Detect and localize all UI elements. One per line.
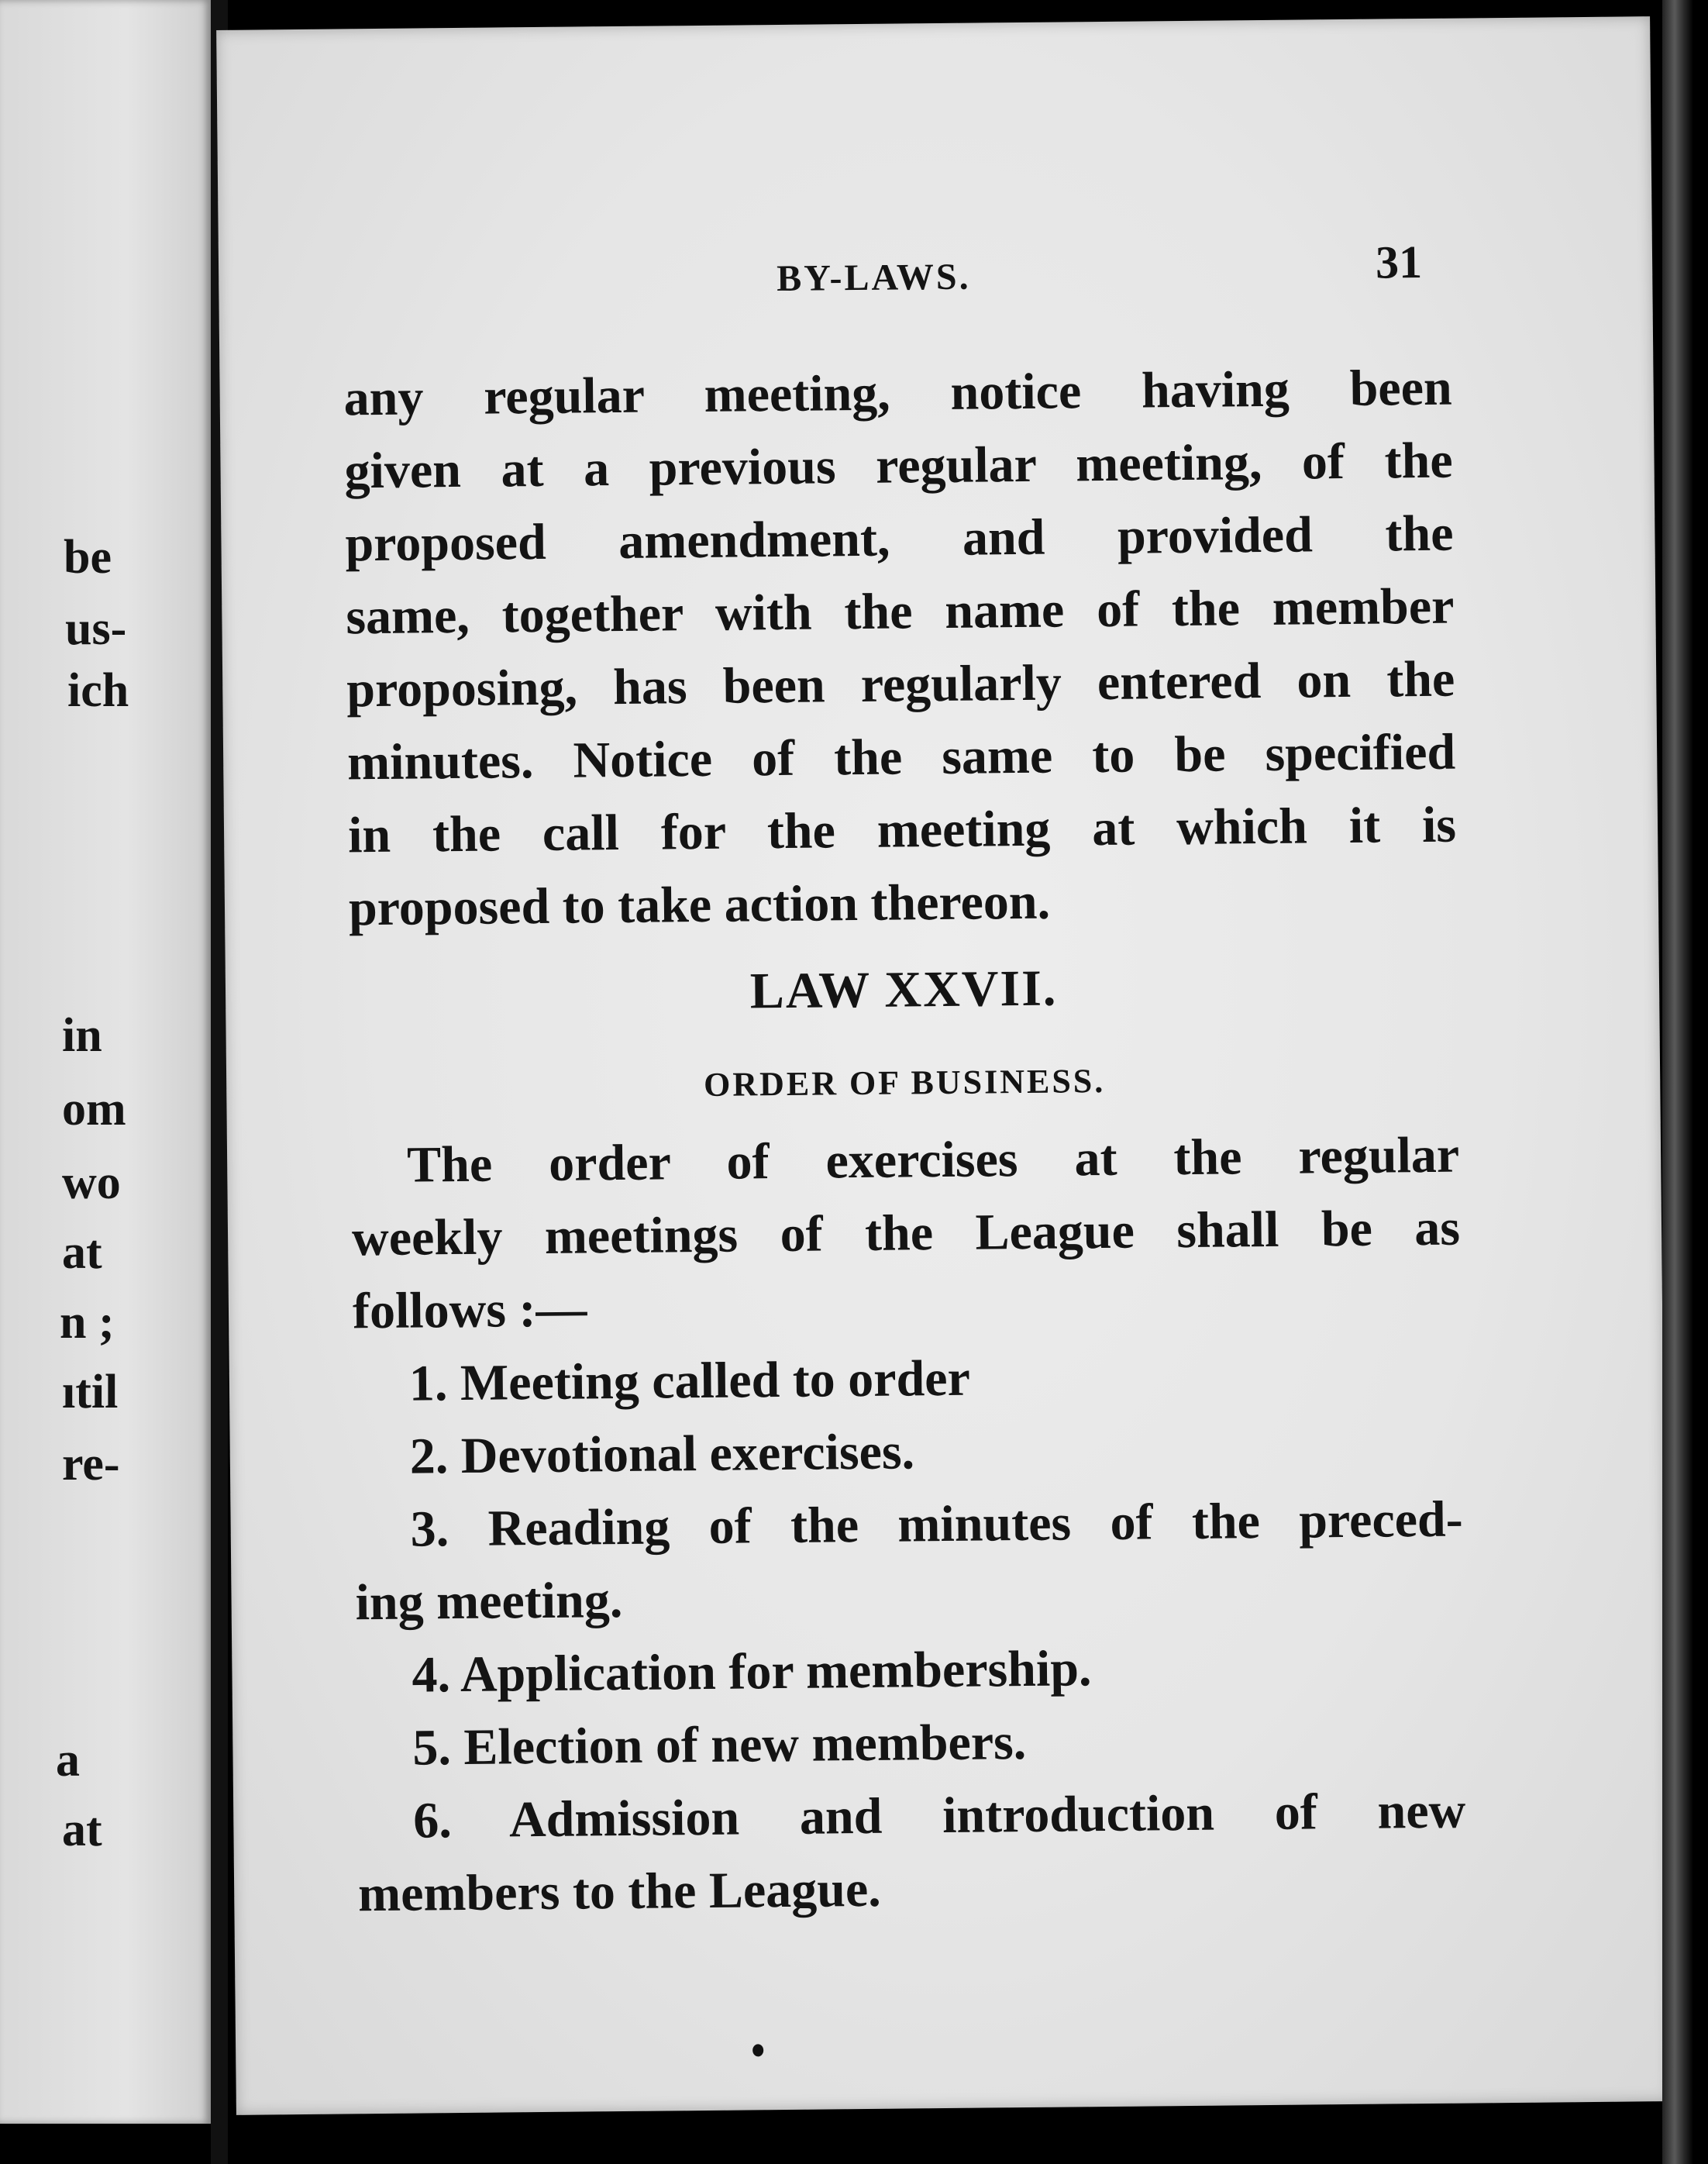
- business-item: 4. Application for membership.: [412, 1640, 1092, 1704]
- paragraph-line: same, together with the name of the member: [346, 577, 1455, 646]
- left-fragment-text: re-: [62, 1438, 120, 1490]
- running-head: BY-LAWS.: [776, 256, 971, 300]
- business-item: 1. Meeting called to order: [408, 1349, 971, 1412]
- business-item-continuation: members to the League.: [357, 1860, 882, 1923]
- paragraph-line: proposed amendment, and provided the: [345, 505, 1454, 573]
- left-fragment-text: at: [62, 1804, 102, 1856]
- paragraph-line: minutes. Notice of the same to be specified: [346, 723, 1456, 791]
- business-item-continuation: ing meeting.: [355, 1572, 623, 1632]
- amendment-paragraph: [343, 352, 1457, 946]
- order-of-business: [351, 1119, 1467, 1931]
- left-fragment-text: wo: [62, 1156, 121, 1209]
- left-fragment-text: n ;: [60, 1296, 115, 1349]
- paragraph-line: any regular meeting, notice having been: [343, 359, 1452, 427]
- left-fragment-text: a: [56, 1734, 80, 1787]
- ink-speck: [752, 2044, 763, 2056]
- intro-line: weekly meetings of the League shall be as: [351, 1199, 1461, 1267]
- intro-line: follows :—: [352, 1280, 587, 1340]
- paragraph-line: proposing, has been regularly entered on the: [346, 650, 1455, 718]
- law-title: LAW XXVII.: [749, 960, 1058, 1020]
- left-facing-page: [0, 0, 211, 2124]
- law-section: [350, 949, 1458, 1104]
- paragraph-line: given at a previous regular meeting, of the: [344, 432, 1453, 500]
- business-item: 5. Election of new members.: [412, 1714, 1027, 1776]
- business-item: 6. Admission and introduction of new: [412, 1782, 1466, 1849]
- business-item: 2. Devotional exercises.: [409, 1423, 915, 1485]
- left-fragment-text: om: [62, 1083, 126, 1135]
- left-fragment-text: us-: [65, 602, 127, 655]
- book-page: [216, 16, 1670, 2115]
- page-number: 31: [1375, 236, 1423, 288]
- page-edge-shadow: [1662, 0, 1693, 2164]
- law-subtitle: ORDER OF BUSINESS.: [703, 1061, 1106, 1104]
- business-item: 3. Reading of the minutes of the preced-: [410, 1490, 1463, 1558]
- paragraph-line: in the call for the meeting at which it is: [347, 796, 1457, 864]
- paragraph-line: proposed to take action thereon.: [348, 873, 1051, 937]
- left-fragment-text: ıtil: [62, 1366, 119, 1418]
- intro-line: The order of exercises at the regular: [406, 1126, 1460, 1194]
- left-fragment-text: at: [62, 1226, 102, 1279]
- left-fragment-text: in: [62, 1009, 102, 1062]
- left-fragment-text: be: [64, 531, 112, 584]
- left-fragment-text: ich: [67, 664, 129, 717]
